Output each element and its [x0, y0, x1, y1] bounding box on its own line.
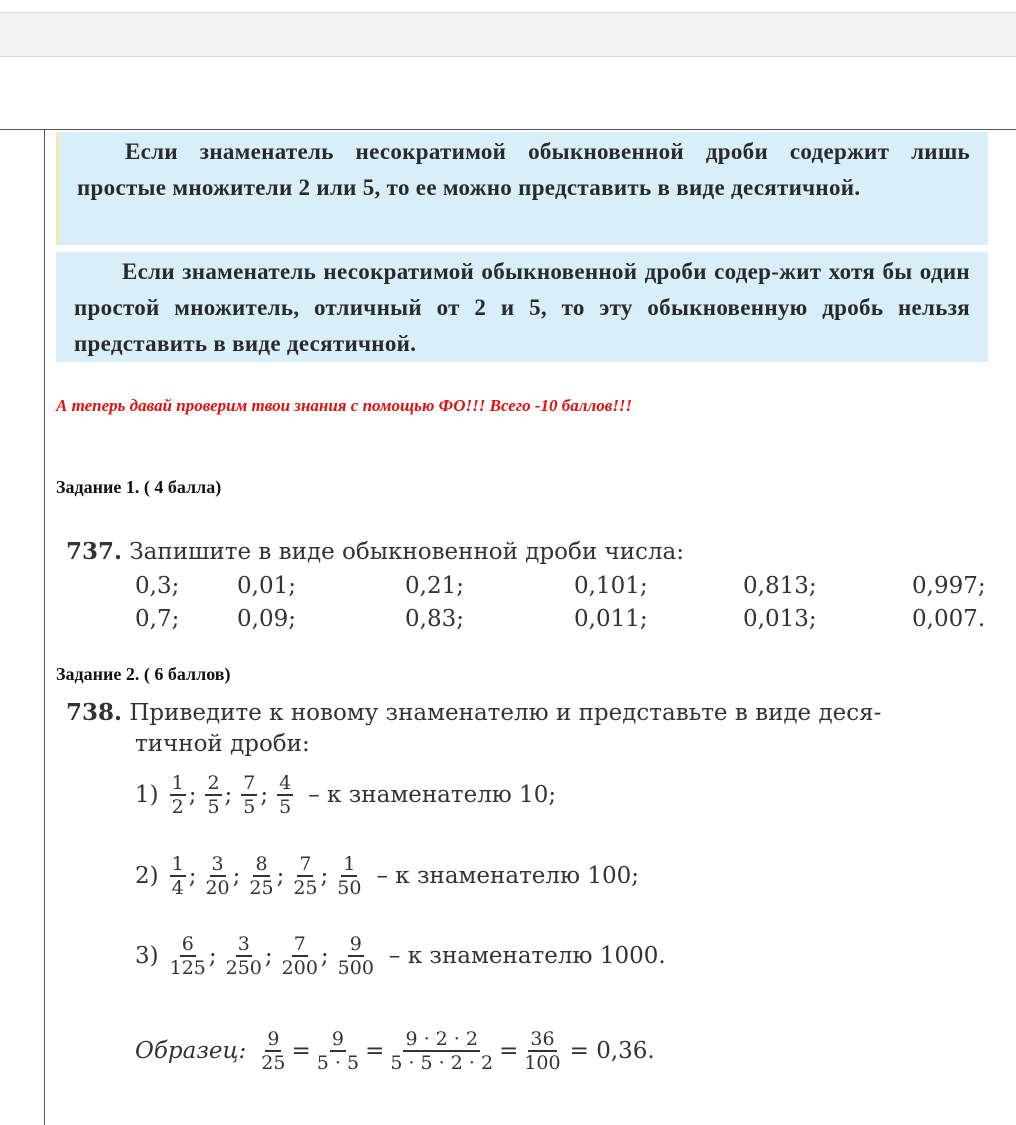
number: 0,997; — [912, 573, 986, 599]
item-label: 1) — [135, 782, 159, 808]
sample-label: Образец: — [135, 1038, 247, 1064]
number: 0,3; — [135, 573, 180, 599]
number: 0,09; — [237, 606, 296, 632]
numerator: 6 — [181, 933, 194, 955]
item-label: 2) — [135, 863, 159, 889]
divider — [0, 129, 1016, 130]
fraction — [241, 772, 257, 818]
fraction-row-3 — [135, 933, 666, 979]
numerator: 3 — [237, 933, 250, 955]
denominator: 25 — [293, 877, 318, 899]
fraction — [390, 1028, 493, 1074]
denominator: 20 — [205, 877, 230, 899]
numerator: 3 — [211, 853, 224, 875]
fraction — [261, 1028, 285, 1074]
fraction — [338, 933, 374, 979]
fraction-row-1 — [135, 772, 556, 818]
number: 0,011; — [574, 606, 648, 632]
separator: ; — [264, 943, 273, 969]
denominator: 125 — [169, 957, 206, 979]
separator: ; — [260, 782, 269, 808]
numerator: 9 — [267, 1028, 280, 1050]
margin-line — [44, 130, 45, 1125]
task1-title: Задание 1. ( 4 балла) — [56, 477, 222, 497]
numerator: 9 · 2 · 2 — [405, 1028, 478, 1050]
numerator: 7 — [243, 772, 256, 794]
browser-toolbar — [0, 12, 1016, 57]
fraction — [282, 933, 318, 979]
denominator: 5 · 5 — [316, 1052, 360, 1074]
rule-box-2: Если знаменатель несократимой обыкновенной дроби содер-жит хотя бы один простой множитель, отличный от 2 и 5, то эту обыкновенную дробь нельзя представить в виде десятичной. — [56, 252, 988, 362]
item-suffix: – к знаменателю 100; — [376, 863, 640, 889]
number: 0,813; — [743, 573, 817, 599]
fraction — [337, 853, 361, 899]
separator: ; — [188, 863, 197, 889]
denominator: 5 — [243, 796, 256, 818]
denominator: 4 — [171, 877, 184, 899]
numerator: 7 — [299, 853, 312, 875]
denominator: 25 — [261, 1052, 286, 1074]
exercise-738: 738. Приведите к новому знаменателю и представьте в виде деся- — [66, 699, 882, 726]
denominator: 25 — [249, 877, 274, 899]
fraction — [317, 1028, 359, 1074]
denominator: 500 — [337, 957, 374, 979]
numerator: 36 — [530, 1028, 555, 1050]
equals-sign: = — [499, 1038, 519, 1064]
fraction — [205, 772, 221, 818]
numerator: 9 — [331, 1028, 344, 1050]
numerator: 2 — [207, 772, 220, 794]
numerator: 8 — [255, 853, 268, 875]
separator: ; — [276, 863, 285, 889]
separator: ; — [320, 943, 329, 969]
numerator: 1 — [171, 772, 184, 794]
numerator: 1 — [343, 853, 356, 875]
numerator: 7 — [293, 933, 306, 955]
item-suffix: – к знаменателю 10; — [308, 782, 557, 808]
equals-sign: = — [291, 1038, 311, 1064]
denominator: 200 — [281, 957, 318, 979]
fraction — [277, 772, 293, 818]
denominator: 100 — [524, 1052, 561, 1074]
fraction — [226, 933, 262, 979]
exercise-737: 737. Запишите в виде обыкновенной дроби числа: — [66, 538, 684, 565]
numerator: 4 — [279, 772, 292, 794]
denominator: 5 — [279, 796, 292, 818]
number: 0,83; — [405, 606, 464, 632]
fraction — [293, 853, 317, 899]
denominator: 5 — [207, 796, 220, 818]
numerator: 1 — [171, 853, 184, 875]
fraction-row-2 — [135, 853, 639, 899]
separator: ; — [208, 943, 217, 969]
separator: ; — [188, 782, 197, 808]
fraction — [524, 1028, 560, 1074]
intro-text: А теперь давай проверим твои знания с помощью ФО!!! Всего -10 баллов!!! — [56, 396, 633, 415]
separator: ; — [320, 863, 329, 889]
fraction — [249, 853, 273, 899]
denominator: 5 · 5 · 2 · 2 — [390, 1052, 494, 1074]
number: 0,007. — [912, 606, 986, 632]
number: 0,101; — [574, 573, 648, 599]
sample-result: = 0,36. — [569, 1038, 655, 1064]
denominator: 2 — [171, 796, 184, 818]
rule-box-1: Если знаменатель несократимой обыкновенной дроби содержит лишь простые множители 2 или 5, то ее можно представить в виде десятичной. — [56, 132, 988, 245]
fraction — [205, 853, 229, 899]
number: 0,7; — [135, 606, 180, 632]
equals-sign: = — [365, 1038, 385, 1064]
numerator: 9 — [349, 933, 362, 955]
number: 0,21; — [405, 573, 464, 599]
separator: ; — [224, 782, 233, 808]
task2-title: Задание 2. ( 6 баллов) — [56, 664, 231, 684]
fraction — [170, 933, 206, 979]
item-suffix: – к знаменателю 1000. — [388, 943, 666, 969]
number: 0,013; — [743, 606, 817, 632]
fraction — [170, 772, 186, 818]
denominator: 50 — [337, 877, 362, 899]
sample-row — [135, 1028, 655, 1074]
item-label: 3) — [135, 943, 159, 969]
fraction — [170, 853, 186, 899]
denominator: 250 — [225, 957, 262, 979]
number: 0,01; — [237, 573, 296, 599]
exercise-738-cont: тичной дроби: — [135, 731, 310, 757]
separator: ; — [232, 863, 241, 889]
